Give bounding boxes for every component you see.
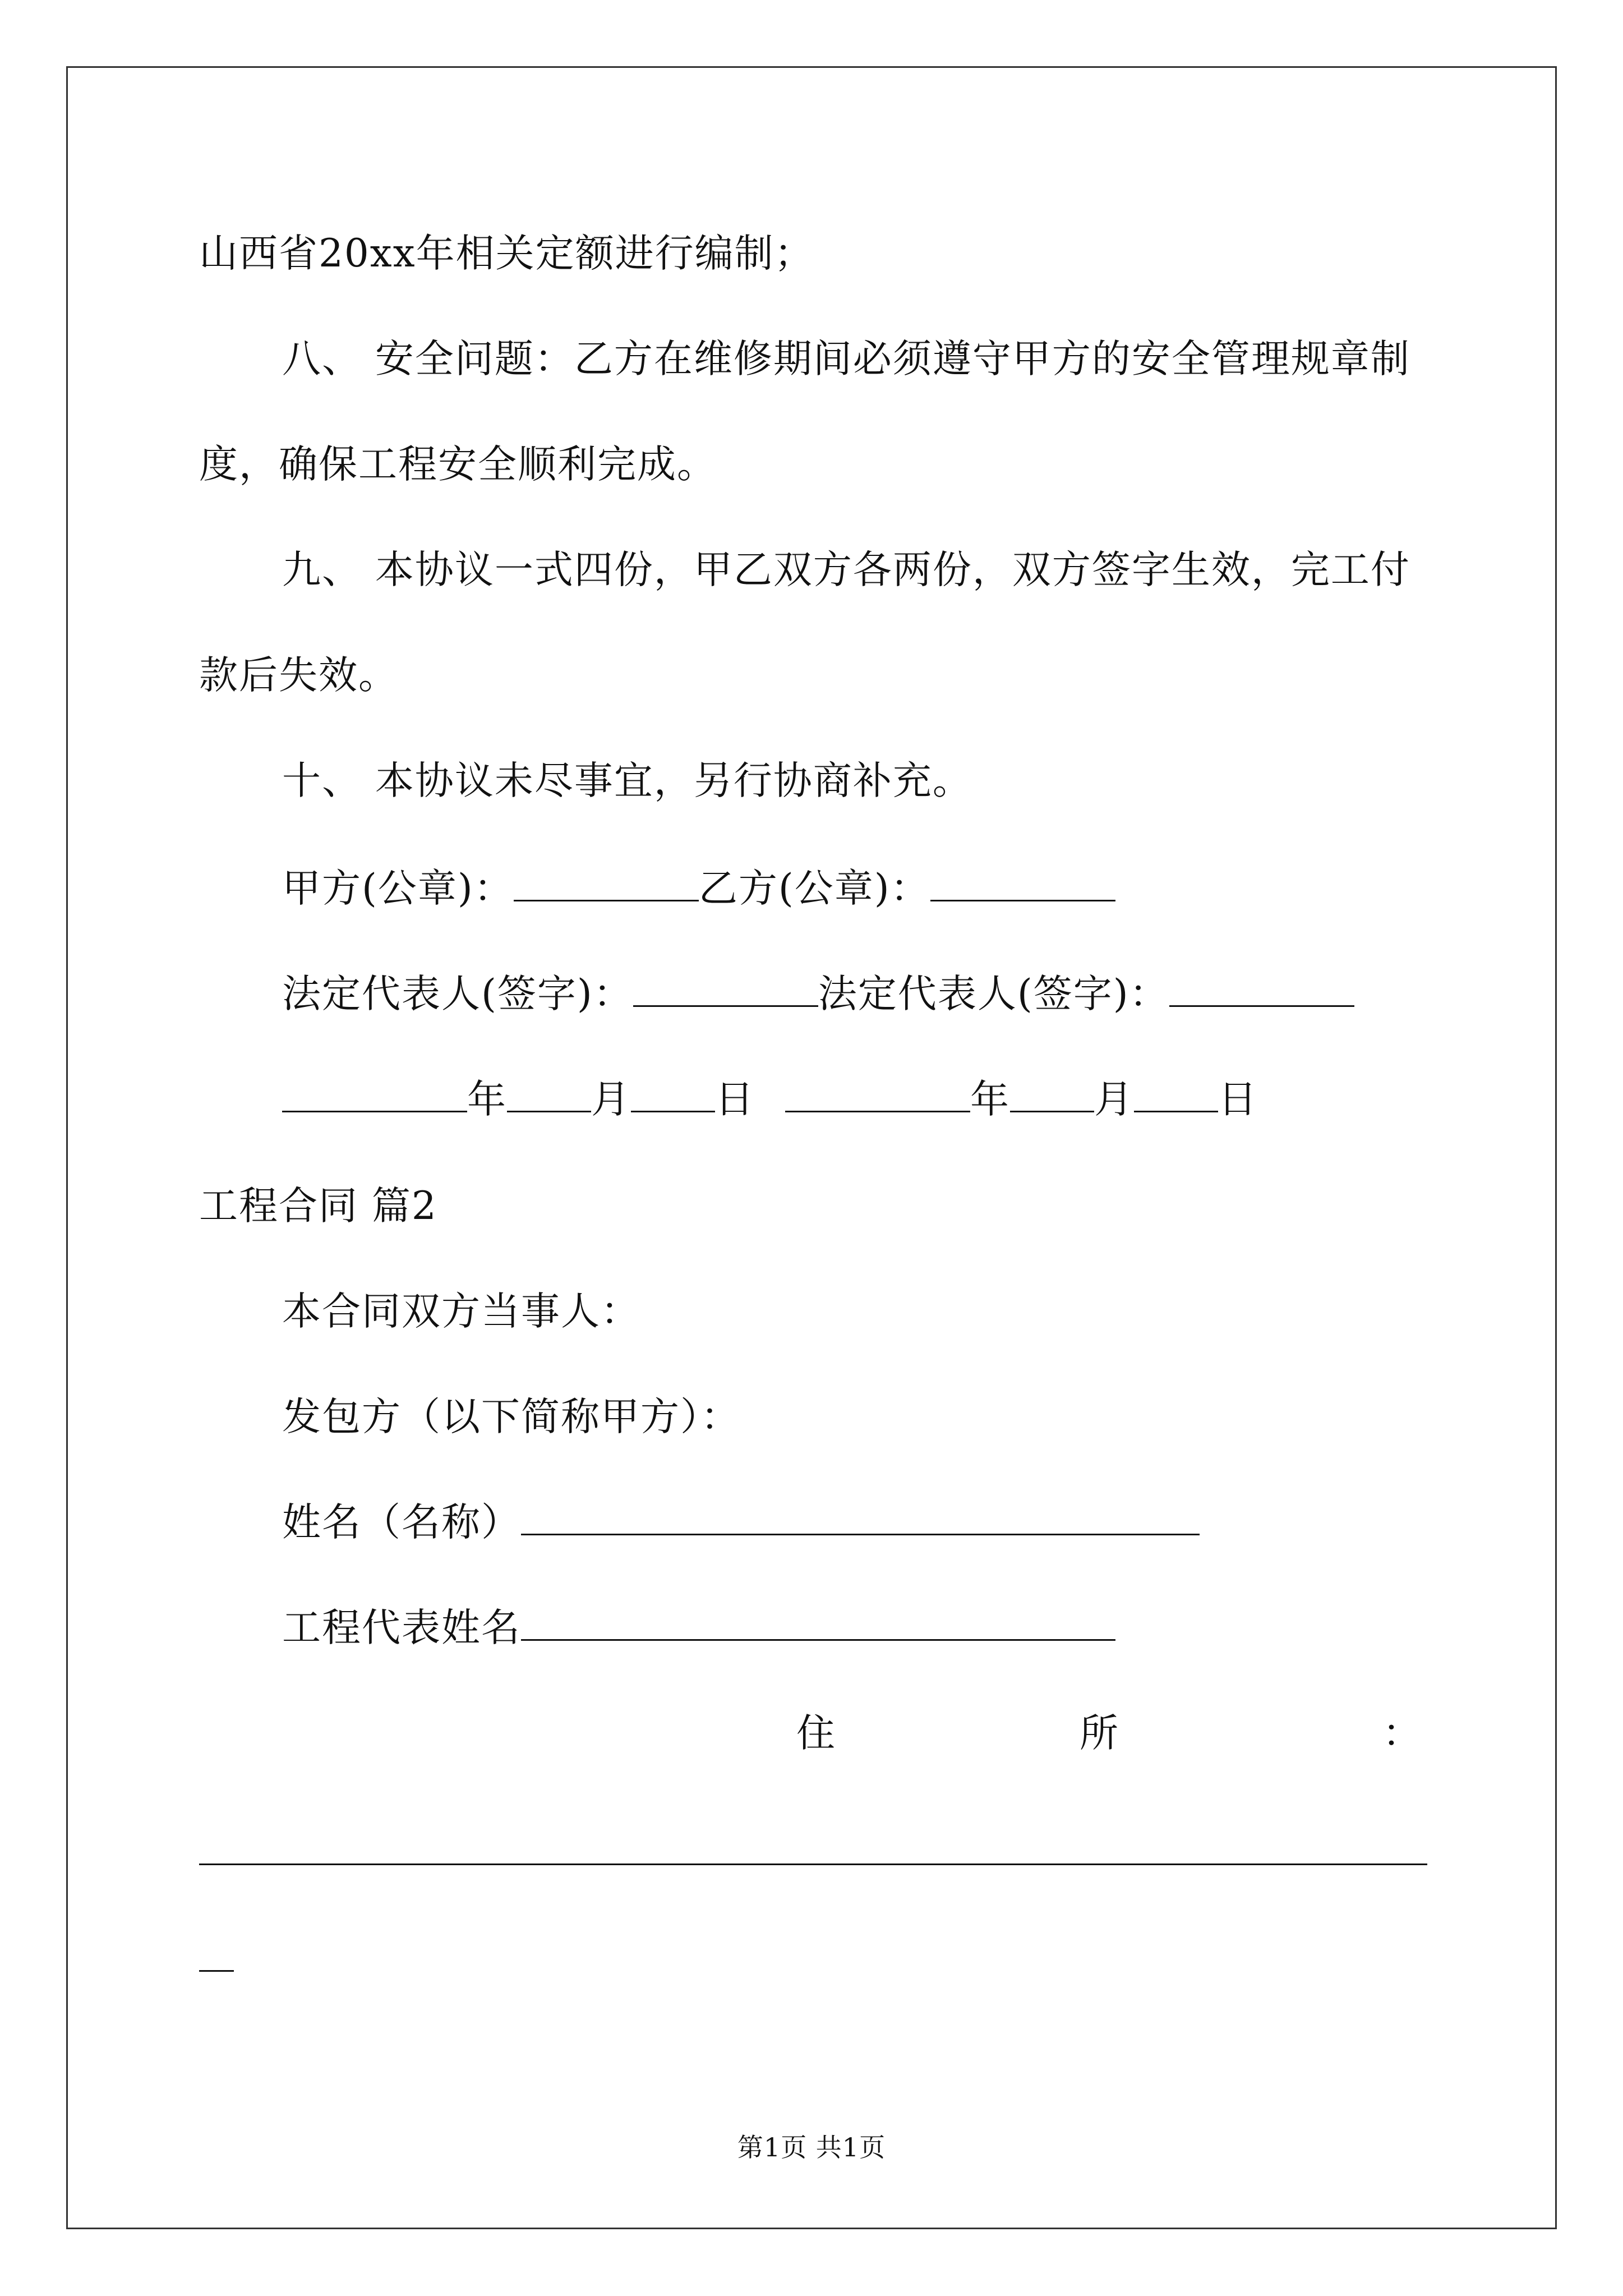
date-b-year-blank[interactable] bbox=[785, 1076, 970, 1112]
seal-row bbox=[282, 861, 1115, 917]
address-blank-line-end[interactable] bbox=[199, 1970, 234, 1972]
legal-rep-b-blank[interactable] bbox=[1169, 970, 1354, 1007]
parties-intro: 本合同双方当事人： bbox=[282, 1289, 640, 1334]
address-char-1: 住 bbox=[796, 1711, 835, 1756]
party-b-seal-label: 乙方(公章)： bbox=[698, 866, 930, 911]
name-row bbox=[282, 1494, 1200, 1550]
party-a-seal-blank[interactable] bbox=[514, 865, 699, 901]
clause-8-line-1: 八、 安全问题：乙方在维修期间必须遵守甲方的安全管理规章制 bbox=[282, 337, 1410, 381]
clause-8-line-2: 度，确保工程安全顺利完成。 bbox=[199, 442, 717, 487]
page-footer: 第1页 共1页 bbox=[737, 2132, 886, 2162]
address-row bbox=[199, 1705, 1427, 1761]
address-char-2: 所 bbox=[1080, 1711, 1118, 1756]
address-blank-line[interactable] bbox=[199, 1864, 1427, 1865]
date-b-day-label: 日 bbox=[1218, 1077, 1258, 1122]
date-a-day-label: 日 bbox=[715, 1077, 755, 1122]
name-blank[interactable] bbox=[521, 1499, 1200, 1535]
rep-name-blank[interactable] bbox=[521, 1604, 1115, 1641]
legal-rep-a-label: 法定代表人(签字)： bbox=[282, 972, 633, 1016]
contractor-label: 发包方（以下简称甲方）： bbox=[282, 1395, 741, 1439]
legal-rep-a-blank[interactable] bbox=[633, 970, 818, 1007]
date-a-month-blank[interactable] bbox=[507, 1076, 591, 1112]
rep-name-label: 工程代表姓名 bbox=[282, 1605, 521, 1650]
date-a-year-label: 年 bbox=[467, 1077, 507, 1122]
clause-9-line-2: 款后失效。 bbox=[199, 653, 398, 698]
name-label: 姓名（名称） bbox=[282, 1500, 521, 1545]
date-b-month-blank[interactable] bbox=[1010, 1076, 1094, 1112]
date-b-year-label: 年 bbox=[970, 1077, 1010, 1122]
legal-rep-b-label: 法定代表人(签字)： bbox=[818, 972, 1169, 1016]
legal-rep-row bbox=[282, 966, 1354, 1022]
party-a-seal-label: 甲方(公章)： bbox=[282, 866, 514, 911]
date-row bbox=[282, 1071, 1258, 1128]
party-b-seal-blank[interactable] bbox=[930, 865, 1115, 901]
date-b-month-label: 月 bbox=[1094, 1077, 1134, 1122]
date-a-month-label: 月 bbox=[591, 1077, 631, 1122]
page-border bbox=[66, 66, 1557, 2229]
clause-9-line-1: 九、 本协议一式四份，甲乙双方各两份，双方签字生效，完工付 bbox=[282, 547, 1410, 592]
paragraph-pricing-basis: 山西省20xx年相关定额进行编制； bbox=[199, 231, 814, 276]
section-2-heading: 工程合同 篇2 bbox=[199, 1184, 437, 1228]
clause-10: 十、 本协议未尽事宜，另行协商补充。 bbox=[282, 758, 972, 803]
date-a-day-blank[interactable] bbox=[631, 1076, 715, 1112]
rep-name-row bbox=[282, 1600, 1115, 1656]
address-colon: ： bbox=[1382, 1711, 1421, 1756]
date-b-day-blank[interactable] bbox=[1134, 1076, 1218, 1112]
date-a-year-blank[interactable] bbox=[282, 1076, 467, 1112]
